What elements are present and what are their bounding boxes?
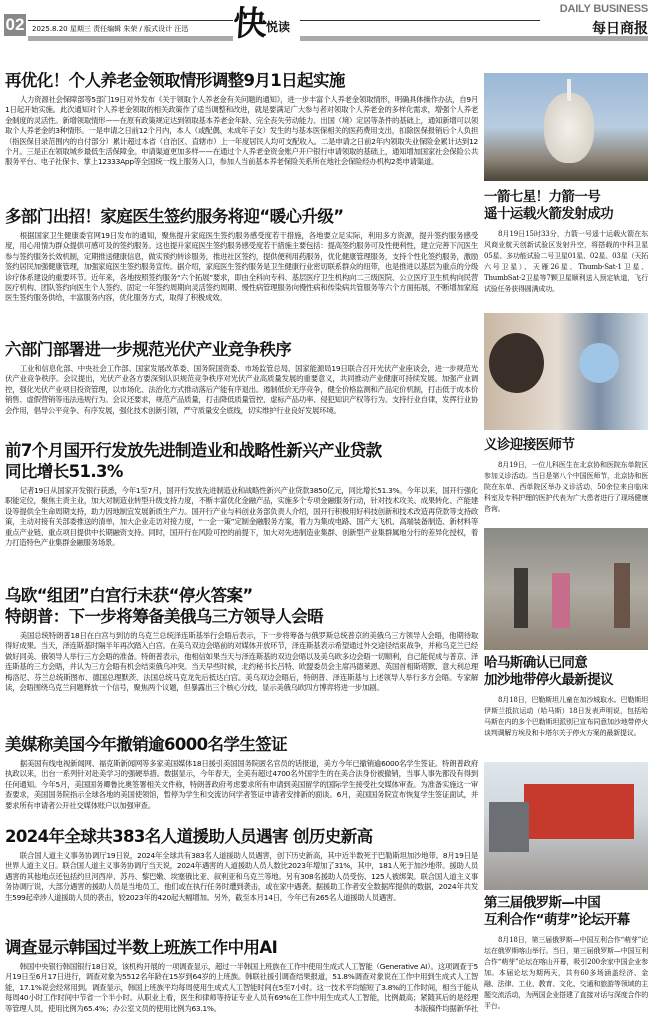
article-body: 联合国人道主义事务协调厅19日说，2024年全球共有383名人道援助人员遇害，创下历史新高，其中近半数死于巴勒斯坦加沙地带。8月19日是世界人道主义日。联合国人道主义事务协调厅当天说，2024年遇害的人道援助人员人数比2023年增加了31%，其中，181人死于加沙地带。援助人员遇害的其他地点还包括约旦河西岸、苏丹、黎巴嫩、埃塞俄比亚、叙利亚和乌克兰等地。另有308名援助人员受伤、125人被绑架。联合国人道主义事务协调厅说，大部分遇害的援助人员是当地员工，他们或在执行任务时遭到袭击，或在家中遇袭。据援助工作者安全数据库提供的数据，2024年共发生599起牵涉人道援助人员的袭击，较2023年的420起大幅增加。另外，截至本月14日，今年已有265名人道援助人员遇害。 xyxy=(5,851,478,902)
article-body xyxy=(5,962,478,1014)
headline: 前7个月国开行发放先进制造业和战略性新兴产业贷款 xyxy=(5,441,382,460)
article-body: 记者19日从国家开发银行获悉，今年1至7月，国开行发放先进制造业和战略性新兴产业贷款3850亿元，同比增长51.3%。今年以来，国开行强化职能定位，聚焦主责主业，加大对制造业转型升级支持力度，不断丰富优化金融产品，实施多个专项金融服务行动，针对技术攻关、成果转化、产能建设等提供全生命周期支持，助力因地制宜发展新质生产力。国开行产业与科创业务部负责人介绍，国开行积极用好科技创新和技术改造再贷款等支持政策，主动对接有关部委推送的清单，加大企业走访对接力度，“一企一策”定制金融服务方案，着力为集成电路、国产大飞机、高端装备制造、新材料等重点产业链、重点项目提供中长期融资支持。同时，国开行在风险可控的前提下，加大对先进制造业集群、创新型产业集群属地分行的差异化授权，着力打造特色产业集群金融服务场景。 xyxy=(5,486,478,548)
page-number: 02 xyxy=(5,15,25,34)
article-cdb-loans xyxy=(5,440,478,548)
article-family-doctor xyxy=(5,206,478,304)
paper-english-name: DAILY BUSINESS xyxy=(559,3,648,15)
venue-banner xyxy=(524,784,634,839)
sidebar-headline-line2: 遥十运载火箭发射成功 xyxy=(484,206,613,222)
building xyxy=(489,802,529,852)
child-figure xyxy=(552,573,570,628)
article-pension xyxy=(5,70,478,168)
doctor-child-photo xyxy=(484,313,648,430)
sidebar-story-doctors xyxy=(484,437,648,515)
rocket xyxy=(567,79,571,101)
article-ukraine xyxy=(5,585,478,693)
article-photovoltaic xyxy=(5,339,478,416)
sidebar-story-hamas xyxy=(484,655,648,739)
article-korea-ai xyxy=(5,937,478,1014)
sidebar-headline-line2: 加沙地带停火最新提议 xyxy=(484,672,613,688)
headline: 美媒称美国今年撤销逾6000名学生签证 xyxy=(5,735,288,754)
rocket-launch-photo xyxy=(484,73,648,181)
headline: 乌欧“组团”白宫行未获“停火答案” xyxy=(5,586,253,605)
section-logo: 快 xyxy=(231,4,269,44)
headline: 多部门出招！家庭医生签约服务将迎“暖心升级” xyxy=(5,207,344,226)
sidebar-headline: 哈马斯确认已同意 xyxy=(484,655,588,671)
article-student-visas xyxy=(5,734,478,811)
sidebar-body: 8月19日，一位儿科医生在北京协和医院东单院区参加义诊活动。当日是第八个中国医师节，北京协和医院在东单、西单院区举办义诊活动，50余位来自临床科室及专科护理的医护代表为广大患者进行了现场健康咨询。 xyxy=(484,461,648,513)
child-figure xyxy=(514,568,528,628)
sidebar-story-rocket xyxy=(484,189,648,295)
article-aid-workers xyxy=(5,826,478,903)
headline-line2: 特朗普：下一步将筹备美俄乌三方领导人会晤 xyxy=(5,607,324,626)
article-body: 根据国家卫生健康委官网19日发布的通知，聚焦提升家庭医生签约服务感受度若干措施，各地要立足实际，利用多方资源，提升签约服务感受度，用心用情为群众提供可感可及的签约服务。这也提升家庭医生签约服务感受度若干措施主要包括：提高签约服务可及性便利性，建立完善下沉医生参与签约服务长效机制，定期推送健康信息，做实预约转诊服务，推进社区签约，提供便利用药服务，优化健康管理服务，支持个性化签约服务，激励签约居民加强健康管理，加强家庭医生签约服务宣传。据介绍，家庭医生签约服务是卫生健康行业密切联系群众的纽带，也是推进以基层为重点的分级诊疗体系建设的重要环节。近年来，各地按照签约服务“六个拓展”要求，即由全科向专科、基层医疗卫生机构向二三级医院、公立医疗卫生机构向民营医疗机构、团队签约向医生个人签约、固定一年签约周期向灵活签约周期、慢性病管理服务向慢性病和传染病共管服务等六个方面拓展，不断增加家庭医生签约服务供给，丰富服务内容，优化服务方式，取得了积极成效。 xyxy=(5,231,478,303)
headline: 2024年全球共383名人道援助人员遇害 创历史新高 xyxy=(5,827,373,846)
headline-line2: 同比增长51.3% xyxy=(5,462,123,481)
sidebar-story-forum xyxy=(484,895,648,1012)
section-name: 悦读 xyxy=(266,20,291,34)
forum-venue-photo xyxy=(484,762,648,890)
article-body: 据美国有线电视新闻网、福克斯新闻网等多家美国媒体18日援引美国国务院匿名官员的话报道，美方今年已撤销逾6000名学生签证。特朗普政府执政以来，出台一系列针对赴美学习的强硬举措。数据显示，今年春天，全美有超过4700名外国学生的在美合法身份被撤销，当事人事先都没有得到任何通知。今年5月，美国国务卿鲁比奥签署相关文件称，特朗普政府考虑要求所有申请到美国留学的国际学生接受社交媒体审查。为准备实施这一审查要求，美国国务院指示全球各地的美国使领馆，暂停为学生和交流访问学者签证申请者安排新的面谈。6月，美国国务院宣布恢复学生签证面试，并要求所有申请者公开社交媒体账户以加强审查。 xyxy=(5,759,478,810)
headline: 六部门部署进一步规范光伏产业竞争秩序 xyxy=(5,340,292,359)
smoke-plume xyxy=(544,93,594,163)
gaza-children-photo xyxy=(484,528,648,650)
article-body: 工业和信息化部、中央社会工作部、国家发展改革委、国务院国资委、市场监管总局、国家能源局19日联合召开光伏产业座谈会，进一步规范光伏产业竞争秩序。会议提出，光伏产业各方要深刻认识规范竞争秩序对光伏产业高质量发展的重要意义，共同推动产业健康可持续发展。加强产业调控，强化光伏产业项目投资管理，以市场化、法治化方式推动落后产能有序退出。遏制低价无序竞争，健全价格监测和产品定价机制，打击低于成本价销售、虚假营销等违法违规行为。会议还要求，规范产品质量，打击降低质量管控、虚标产品功率、侵犯知识产权等行为。支持行业自律，发挥行业协会作用，倡导公平竞争、有序发展，强化技术创新引领，严守质量安全底线，切实维护行业良好发展环境。 xyxy=(5,364,478,415)
sidebar-headline: 第三届俄罗斯—中国 xyxy=(484,895,601,911)
body-text: 韩国中央银行韩国银行18日说，该机构开展的一项调查显示，超过一半韩国上班族在工作中使用生成式人工智能（Generative AI）。这项调查于5月19日至6月17日进行，调查对象为5512名年龄在15岁到64岁的上班族。韩联社援引调查结果报道，51.8%调查对象说在工作中用到生成式人工智能，17.1%说会经常用到。调查显示，韩国上班族平均每周使用生成式人工智能时间在5至7小时。这一技术平均缩短了3.8%的工作时间，相当于能从每周40小时工作时间中节省一个半小时。从职业上看，医生和律师等持证专业人员有69%在工作中用生成式人工智能，比例最高；紧随其后的是经理等管理人员，使用比例为65.4%；办公室文员的使用比例为63.1%。 xyxy=(5,962,478,1013)
article-body: 美国总统特朗普18日在白宫与到访的乌克兰总统泽连斯基举行会晤后表示，下一步将筹备与俄罗斯总统普京的美俄乌三方领导人会晤，他期待取得好成果。当天，泽连斯基时隔半年再次踏入白宫。在美乌双边会晤前的对媒体开放环节，泽连斯基表示希望通过外交途径结束战争，并称乌克兰已经做好同美、俄领导人举行三方会晤的准备。特朗普表示，他相信如果当天与泽连斯基的双边会晤以及美乌欧多边会晤一切顺利，自己能促成与普京、泽连斯基的三方会晤，并认为三方会晤有机会结束俄乌冲突。当天早些时候，北约秘书长吕特、欧盟委员会主席冯德莱恩、英国首相斯塔默、意大利总理梅洛尼、芬兰总统斯图布、德国总理默茨、法国总统马克龙先后抵达白宫。美乌双边会晤后，特朗普、泽连斯基与上述领导人举行多方会晤。专家解读，会晤围绕乌克兰问题释放一个信号，聚焦两个议题，但暴露出三个核心分歧，显示美俄乌欧四方博弈将进一步加剧。 xyxy=(5,631,478,693)
paper-name: 每日商报 xyxy=(592,21,648,37)
sidebar-body: 8月18日，巴勒斯坦儿童在加沙城取水。巴勒斯坦伊斯兰抵抗运动（哈马斯）18日发表声明说，包括哈马斯在内的多个巴勒斯坦派别已宣布同意加沙地带停火谈判调解方埃及和卡塔尔关于停火方案的最新提议。 xyxy=(484,696,648,737)
issue-meta: 2025.8.20 星期三 责任编辑 朱荣 / 版式设计 汪迅 xyxy=(32,25,189,33)
header-rule xyxy=(300,20,540,21)
child-figure xyxy=(614,563,630,628)
sidebar-body: 8月18日，第三届俄罗斯—中国互利合作“萌芽”论坛在俄罗斯喀山举行。当日，第三届俄罗斯—中国互利合作“萌芽”论坛在喀山开幕，吸引200余家中国企业参加。本届论坛为期两天，共有60多场涵盖经济、金融、法律、工业、教育、文化、交通和旅游等领域的主题交流活动，为两国企业搭建了直接对话与深度合作的平台。 xyxy=(484,936,648,1010)
header-rule xyxy=(28,20,233,21)
headline: 调查显示韩国过半数上班族工作中用AI xyxy=(5,938,278,957)
doctor-mask xyxy=(579,343,619,383)
source-credit: 本版稿件均据新华社 xyxy=(413,1003,478,1013)
sidebar-headline-line2: 互利合作“萌芽”论坛开幕 xyxy=(484,912,630,928)
child-head xyxy=(489,333,544,393)
sidebar-body: 8月19日15时33分，力箭一号遥十运载火箭在东风商业航天创新试验区发射升空，将搭载的中科卫星05星、多功能试验二号卫星01星、02星、03星（天拓六号卫星）、天雁26星、Thumb-Sat-1卫星、ThumbSat-2卫星等7颗卫星顺利送入预定轨道，飞行试验任务获得圆满成功。 xyxy=(484,230,648,293)
headline: 再优化！个人养老金领取情形调整9月1日起实施 xyxy=(5,71,345,90)
sidebar-headline: 义诊迎接医师节 xyxy=(484,437,575,453)
sidebar-headline: 一箭七星！力箭一号 xyxy=(484,189,601,205)
article-body: 人力资源社会保障部等5部门19日对外发布《关于领取个人养老金有关问题的通知》，进一步丰富个人养老金领取情形，明确具体操作办法，自9月1日起开始实施。此次通知对个人养老金领取的相关政策作了适当调整和改进，就是要满足广大参与者对领取个人养老金的多样化需求，增强个人养老金制度的灵活性。新增领取情形——在原有政策规定达到领取基本养老金年龄、完全丧失劳动能力、出国（境）定居等条件的基础上，通知新增可以领取个人养老金的3种情形。一是申请之日前12个月内，本人（或配偶、未成年子女）发生的与基本医保相关的医药费用支出，扣除医保报销后个人负担（指医保目录范围内的自付部分）累计超过本省（自治区、直辖市）上一年度居民人均可支配收入。二是申请之日前2年内领取失业保险金累计达到12个月。三是正在领取城乡最低生活保障金。申请渠道更加多样——在通过个人养老金资金账户开户银行申请领取的基础上，通知增加国家社会保险公共服务平台、电子社保卡、掌上12333App等全国统一线上服务入口，参加人当前基本养老保险关系所在地社会保险经办机构2类申请渠道。 xyxy=(5,95,478,167)
header-bar xyxy=(28,36,233,41)
